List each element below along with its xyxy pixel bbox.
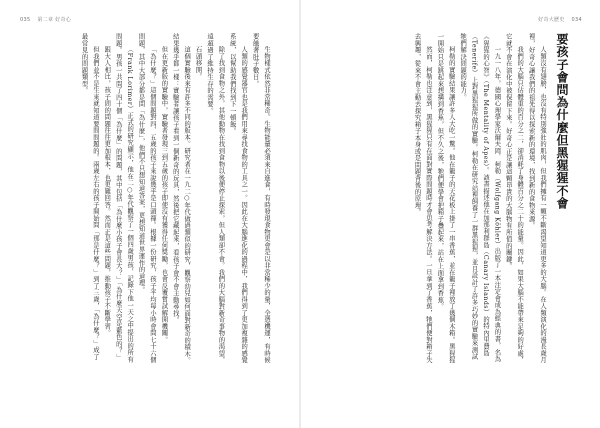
paragraph: 除了找到食物之外，其他動物在找到食物以後便停止探索，但人類卻不會。我們的大腦對新奇事物的渴望，遠超過了維持生存的需要。 xyxy=(205,33,225,363)
section-heading: 要孩子會問為什麼但黑猩猩不會 xyxy=(555,33,569,210)
right-page xyxy=(302,0,600,428)
paragraph: 這個實驗後來有許多不同的版本。研究者在一九二○年代做過類似的研究，觀察幼兒如何面對新奇的積木。結果幾乎都一樣：實驗者讓孩子看到一個新奇的玩具，然後把它藏起來，看孩子會不會主動尋找。 xyxy=(171,33,191,364)
paragraph: 人類的感覺器官也是我們用來尋找食物的工具之一。因此在大腦進化的過程中，我們得到了更加複雜的感覺系統，以幫助我們找到下一頓飯。 xyxy=(228,33,248,363)
paragraph: 跟大人相比，孩子問的問題往往更加根本，也更難回答。然而正是這些問題，推動孩子不斷學習。 xyxy=(103,45,111,336)
left-chapter-title: 好奇心 xyxy=(55,17,72,23)
left-page-header xyxy=(20,16,71,23)
left-chapter-label: 第二章 xyxy=(37,17,54,23)
left-page xyxy=(0,0,298,428)
paragraph: （Frank Lorimer）正式的研究顯示，他在二○年代觀察了一個四歲男孩，記錄下他一天之中提出的所有問題。男孩一共問了四十個「為什麼」的問題，其中包括「為什麼小孩子會長大？」「為什麼天空是藍色的？」 xyxy=(114,33,134,363)
right-book-title: 好奇大歷史 xyxy=(538,17,565,23)
paragraph: 石頭移開。 xyxy=(194,45,202,80)
paragraph: 一九一八年，德國心理學家沃爾夫岡．柯勒（Wolfgang Köhler）出版了一本注定會成為經典的書，名為《猩猩的心智》（The Mentality of Apes）。該書描述他在加那利群島（Canary Islands）的特內里費島（Tenerife）上對黑猩猩所做的實驗。柯勒在研究站裡飼養了一群黑猩猩，並且設計了許多巧妙的實驗來測試牠們解決問題的能力。 xyxy=(459,33,501,363)
paragraph: 「為什麼？」這個問題對四、五歲的孩子來說幾乎是口頭禪。根據一份研究，孩子平均每小時會問七十六個問題，其中大部分都是問「為什麼」，他們不只想知道答案，更想知道世界運作的道理。 xyxy=(137,33,156,363)
right-page-header xyxy=(538,16,582,23)
paragraph: 人類沒有翅膀，也沒有特別強壯的肌肉，但我們擁有一顆不斷渴望知道更多的大腦。在人類演化的漫長歲月裡，好奇心讓我們的祖先得以探索新的環境，找到新的食物來源。 xyxy=(527,33,546,363)
paragraph: 但在更新版的實驗中，實驗者發現三到五歲的孩子即使沒有獲得任何獎勵，也會反覆嘗試解開機關。 xyxy=(160,45,168,343)
paragraph: 然而，柯勒也注意到，黑猩猩只有在面對實際問題時才會思考解決方法。一旦拿到了香蕉，牠們便對箱子失去興趣，從來不會主動去探究箱子本身或是問題背後的原理。 xyxy=(413,33,432,363)
right-page-number: 034 xyxy=(571,17,582,23)
right-page-body xyxy=(318,33,548,365)
paragraph: 我們的大腦只佔體重的百分之二，卻消耗了身體百分之二十的能量。因此，如果大腦不能帶來足夠的好處，它就不會在演化中被保留下來。好奇心正是讓這顆昂貴的大腦物有所值的關鍵。 xyxy=(504,33,524,363)
paragraph: 但我們並不是生來就知道要問問題的。兩歲左右的孩子開始問「那是什麼？」到了三歲，「為什麼？」成了最常見的問題類型。 xyxy=(80,33,99,360)
left-page-body xyxy=(26,33,272,365)
book-gutter xyxy=(299,0,301,428)
left-page-number: 035 xyxy=(20,17,31,23)
paragraph: 生物樣式依然非常稀奇。生物能量必須來自進食，有時發現食物更會是以非常稀少的量，全憑機運，有時候要餓著肚子數日。 xyxy=(251,33,270,363)
paragraph: 柯勒的實驗結果讓許多人大吃一驚。他在籠子的天花板上掛了一串香蕉，並在籠子裡放了幾個木箱。黑猩猩一開始只是跳起來想搆到香蕉，但不久之後，牠們便學會把箱子疊起來，站在上面拿到香蕉。 xyxy=(436,33,455,363)
